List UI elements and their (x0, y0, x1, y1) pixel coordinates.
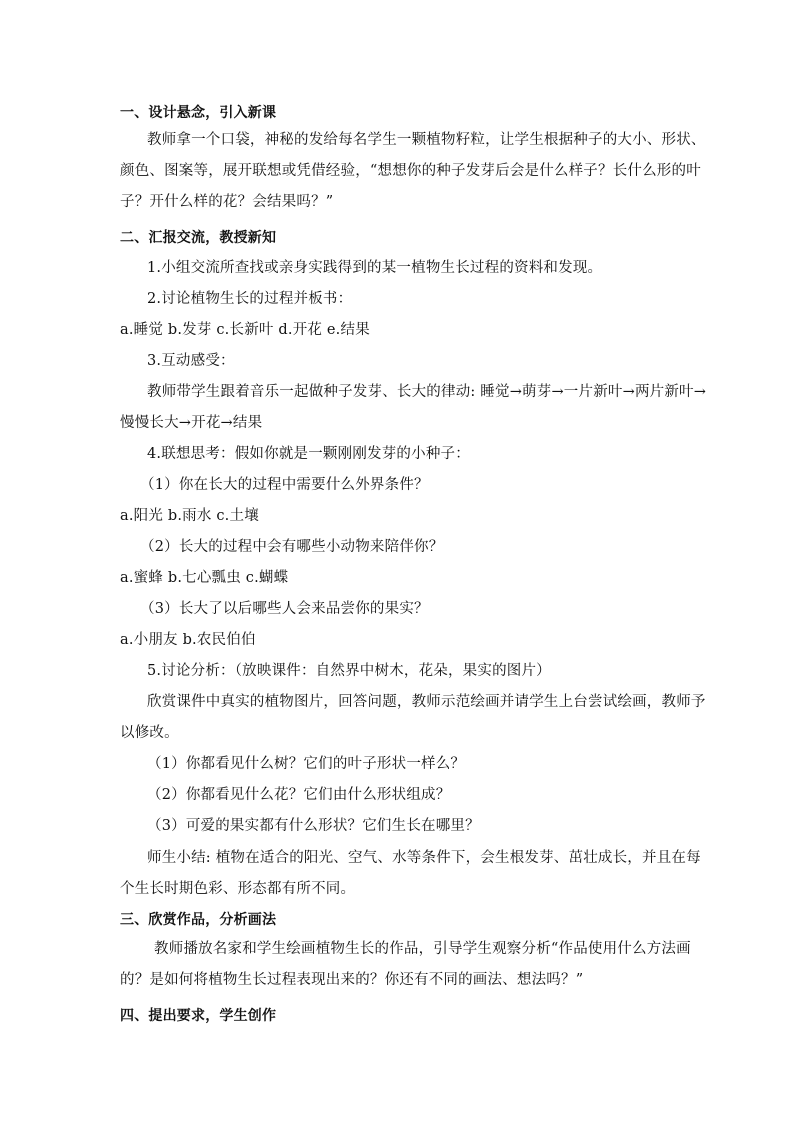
section-2-item-5-paragraph-line-1: 欣赏课件中真实的植物图片，回答问题，教师示范绘画并请学生上台尝试绘画，教师予 (147, 694, 706, 710)
question-1-options: a.阳光 b.雨水 c.土壤 (120, 508, 259, 524)
section-2-item-1: 1.小组交流所查找或亲身实践得到的某一植物生长过程的资料和发现。 (147, 260, 603, 276)
question-2-options: a.蜜蜂 b.七心瓢虫 c.蝴蝶 (120, 570, 289, 586)
section-2-item-3-paragraph-line-1: 教师带学生跟着音乐一起做种子发芽、长大的律动: 睡觉→萌芽→一片新叶→两片新叶→ (147, 384, 707, 400)
section-2-item-4: 4.联想思考：假如你就是一颗刚刚发芽的小种子： (147, 446, 470, 462)
question-3-options: a.小朋友 b.农民伯伯 (120, 632, 256, 648)
section-2-item-2-options: a.睡觉 b.发芽 c.长新叶 d.开花 e.结果 (120, 322, 370, 338)
section-3-paragraph-line-1: 教师播放名家和学生绘画植物生长的作品，引导学生观察分析“作品使用什么方法画 (154, 941, 691, 957)
question-1: （1）你在长大的过程中需要什么外界条件？ (140, 477, 429, 493)
section-4-heading: 四、提出要求，学生创作 (120, 1008, 277, 1024)
summary-line-1: 师生小结: 植物在适合的阳光、空气、水等条件下，会生根发芽、茁壮成长，并且在每 (147, 850, 701, 866)
question-2: （2）长大的过程中会有哪些小动物来陪伴你？ (140, 539, 444, 555)
discussion-question-1: （1）你都看见什么树？它们的叶子形状一样么？ (147, 756, 466, 772)
section-1-heading: 一、设计悬念，引入新课 (120, 105, 277, 121)
section-1-paragraph-line-1: 教师拿一个口袋，神秘的发给每名学生一颗植物籽粒，让学生根据种子的大小、形状、 (147, 132, 706, 148)
section-3-heading: 三、欣赏作品，分析画法 (120, 912, 277, 928)
section-1-paragraph-line-3: 子？开什么样的花？会结果吗？” (120, 194, 334, 210)
summary-line-2: 个生长时期色彩、形态都有所不同。 (120, 881, 356, 897)
section-2-item-3: 3.互动感受： (147, 353, 235, 369)
section-2-item-5: 5.讨论分析：（放映课件：自然界中树木，花朵，果实的图片） (147, 663, 551, 679)
question-3: （3）长大了以后哪些人会来品尝你的果实？ (140, 601, 429, 617)
section-2-heading: 二、汇报交流，教授新知 (120, 230, 277, 246)
discussion-question-3: （3）可爱的果实都有什么形状？它们生长在哪里？ (147, 818, 480, 834)
discussion-question-2: （2）你都看见什么花？它们由什么形状组成？ (147, 787, 451, 803)
section-2-item-2: 2.讨论植物生长的过程并板书： (147, 291, 353, 307)
section-3-paragraph-line-2: 的？是如何将植物生长过程表现出来的？你还有不同的画法、想法吗？” (120, 972, 584, 988)
section-2-item-5-paragraph-line-2: 以修改。 (120, 725, 179, 741)
section-2-item-3-paragraph-line-2: 慢慢长大→开花→结果 (120, 415, 263, 431)
section-1-paragraph-line-2: 颜色、图案等，展开联想或凭借经验，“想想你的种子发芽后会是什么样子？长什么形的叶 (120, 163, 701, 179)
